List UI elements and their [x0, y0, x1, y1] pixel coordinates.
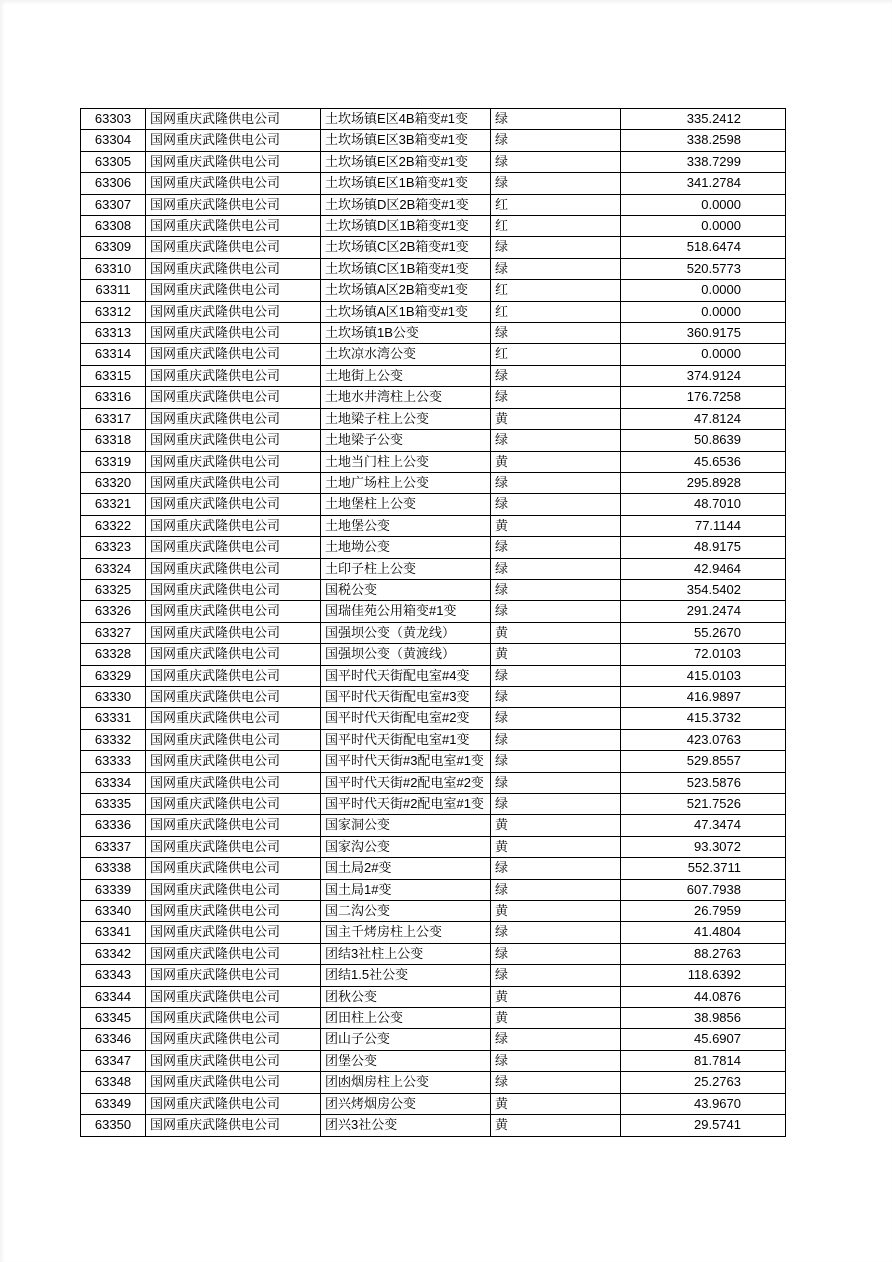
cell-status: 绿 — [491, 772, 621, 793]
cell-id: 63311 — [81, 280, 146, 301]
cell-value: 520.5773 — [621, 258, 786, 279]
cell-status: 绿 — [491, 237, 621, 258]
cell-id: 63319 — [81, 451, 146, 472]
cell-status: 绿 — [491, 729, 621, 750]
cell-status: 黄 — [491, 1115, 621, 1136]
cell-value: 93.3072 — [621, 836, 786, 857]
cell-id: 63338 — [81, 858, 146, 879]
cell-company: 国网重庆武隆供电公司 — [146, 772, 321, 793]
cell-station-name: 国平时代天街配电室#3变 — [321, 686, 491, 707]
cell-station-name: 国强坝公变（黄龙线） — [321, 622, 491, 643]
cell-station-name: 团凼烟房柱上公变 — [321, 1072, 491, 1093]
cell-value: 72.0103 — [621, 644, 786, 665]
cell-id: 63305 — [81, 151, 146, 172]
cell-id: 63350 — [81, 1115, 146, 1136]
table-row — [81, 1029, 786, 1050]
cell-company: 国网重庆武隆供电公司 — [146, 515, 321, 536]
cell-status: 黄 — [491, 622, 621, 643]
cell-status: 绿 — [491, 151, 621, 172]
cell-station-name: 土坎场镇E区4B箱变#1变 — [321, 109, 491, 130]
table-row — [81, 344, 786, 365]
cell-status: 红 — [491, 344, 621, 365]
cell-status: 绿 — [491, 1029, 621, 1050]
cell-status: 绿 — [491, 579, 621, 600]
cell-value: 55.2670 — [621, 622, 786, 643]
cell-company: 国网重庆武隆供电公司 — [146, 323, 321, 344]
cell-id: 63328 — [81, 644, 146, 665]
cell-station-name: 土印子柱上公变 — [321, 558, 491, 579]
table-row — [81, 408, 786, 429]
cell-company: 国网重庆武隆供电公司 — [146, 1115, 321, 1136]
cell-company: 国网重庆武隆供电公司 — [146, 751, 321, 772]
cell-status: 黄 — [491, 408, 621, 429]
table-row — [81, 1093, 786, 1114]
table-body — [81, 109, 786, 1137]
cell-company: 国网重庆武隆供电公司 — [146, 472, 321, 493]
cell-company: 国网重庆武隆供电公司 — [146, 109, 321, 130]
cell-company: 国网重庆武隆供电公司 — [146, 151, 321, 172]
cell-status: 红 — [491, 280, 621, 301]
cell-id: 63327 — [81, 622, 146, 643]
cell-company: 国网重庆武隆供电公司 — [146, 280, 321, 301]
cell-id: 63307 — [81, 194, 146, 215]
cell-company: 国网重庆武隆供电公司 — [146, 216, 321, 237]
cell-company: 国网重庆武隆供电公司 — [146, 130, 321, 151]
cell-status: 黄 — [491, 451, 621, 472]
cell-id: 63345 — [81, 1008, 146, 1029]
cell-company: 国网重庆武隆供电公司 — [146, 665, 321, 686]
cell-value: 415.0103 — [621, 665, 786, 686]
cell-value: 521.7526 — [621, 794, 786, 815]
cell-value: 50.8639 — [621, 430, 786, 451]
cell-value: 0.0000 — [621, 301, 786, 322]
cell-id: 63341 — [81, 922, 146, 943]
cell-status: 绿 — [491, 601, 621, 622]
cell-station-name: 团兴3社公变 — [321, 1115, 491, 1136]
cell-station-name: 土坎场镇E区3B箱变#1变 — [321, 130, 491, 151]
cell-value: 42.9464 — [621, 558, 786, 579]
table-row — [81, 194, 786, 215]
cell-status: 红 — [491, 216, 621, 237]
cell-id: 63308 — [81, 216, 146, 237]
cell-station-name: 国平时代天街#2配电室#2变 — [321, 772, 491, 793]
cell-id: 63326 — [81, 601, 146, 622]
cell-station-name: 团田柱上公变 — [321, 1008, 491, 1029]
cell-value: 88.2763 — [621, 943, 786, 964]
cell-station-name: 土地堡柱上公变 — [321, 494, 491, 515]
table-row — [81, 537, 786, 558]
table-row — [81, 794, 786, 815]
cell-station-name: 国强坝公变（黄渡线） — [321, 644, 491, 665]
cell-id: 63332 — [81, 729, 146, 750]
cell-station-name: 土坎场镇C区2B箱变#1变 — [321, 237, 491, 258]
table-row — [81, 558, 786, 579]
cell-value: 341.2784 — [621, 173, 786, 194]
cell-station-name: 土地街上公变 — [321, 365, 491, 386]
table-row — [81, 430, 786, 451]
cell-value: 176.7258 — [621, 387, 786, 408]
cell-station-name: 团秋公变 — [321, 986, 491, 1007]
table-row — [81, 772, 786, 793]
cell-status: 绿 — [491, 472, 621, 493]
table-row — [81, 622, 786, 643]
cell-id: 63339 — [81, 879, 146, 900]
cell-value: 295.8928 — [621, 472, 786, 493]
cell-id: 63344 — [81, 986, 146, 1007]
cell-station-name: 土坎场镇A区2B箱变#1变 — [321, 280, 491, 301]
cell-status: 绿 — [491, 387, 621, 408]
table-row — [81, 601, 786, 622]
cell-company: 国网重庆武隆供电公司 — [146, 365, 321, 386]
cell-value: 518.6474 — [621, 237, 786, 258]
cell-company: 国网重庆武隆供电公司 — [146, 794, 321, 815]
cell-id: 63334 — [81, 772, 146, 793]
cell-station-name: 国平时代天街配电室#2变 — [321, 708, 491, 729]
cell-status: 绿 — [491, 879, 621, 900]
cell-status: 黄 — [491, 986, 621, 1007]
cell-value: 0.0000 — [621, 280, 786, 301]
cell-station-name: 团山子公变 — [321, 1029, 491, 1050]
cell-value: 43.9670 — [621, 1093, 786, 1114]
table-row — [81, 216, 786, 237]
cell-company: 国网重庆武隆供电公司 — [146, 1029, 321, 1050]
cell-value: 354.5402 — [621, 579, 786, 600]
cell-status: 绿 — [491, 558, 621, 579]
cell-company: 国网重庆武隆供电公司 — [146, 301, 321, 322]
cell-value: 47.3474 — [621, 815, 786, 836]
cell-value: 45.6536 — [621, 451, 786, 472]
cell-id: 63314 — [81, 344, 146, 365]
cell-value: 335.2412 — [621, 109, 786, 130]
table-row — [81, 472, 786, 493]
cell-value: 81.7814 — [621, 1050, 786, 1071]
cell-id: 63304 — [81, 130, 146, 151]
table-row — [81, 686, 786, 707]
cell-company: 国网重庆武隆供电公司 — [146, 815, 321, 836]
table-row — [81, 751, 786, 772]
table-row — [81, 708, 786, 729]
cell-value: 423.0763 — [621, 729, 786, 750]
cell-value: 338.7299 — [621, 151, 786, 172]
cell-id: 63306 — [81, 173, 146, 194]
cell-id: 63347 — [81, 1050, 146, 1071]
cell-status: 绿 — [491, 1050, 621, 1071]
cell-id: 63303 — [81, 109, 146, 130]
cell-company: 国网重庆武隆供电公司 — [146, 451, 321, 472]
cell-value: 29.5741 — [621, 1115, 786, 1136]
cell-company: 国网重庆武隆供电公司 — [146, 836, 321, 857]
table-row — [81, 858, 786, 879]
cell-station-name: 土坎场镇1B公变 — [321, 323, 491, 344]
cell-station-name: 国瑞佳苑公用箱变#1变 — [321, 601, 491, 622]
table-row — [81, 130, 786, 151]
cell-id: 63318 — [81, 430, 146, 451]
cell-station-name: 土坎凉水湾公变 — [321, 344, 491, 365]
cell-id: 63324 — [81, 558, 146, 579]
cell-station-name: 土坎场镇A区1B箱变#1变 — [321, 301, 491, 322]
table-row — [81, 451, 786, 472]
cell-company: 国网重庆武隆供电公司 — [146, 729, 321, 750]
cell-status: 黄 — [491, 1008, 621, 1029]
cell-status: 红 — [491, 194, 621, 215]
cell-id: 63315 — [81, 365, 146, 386]
cell-id: 63342 — [81, 943, 146, 964]
table-row — [81, 1050, 786, 1071]
cell-value: 0.0000 — [621, 344, 786, 365]
cell-status: 黄 — [491, 815, 621, 836]
cell-value: 48.9175 — [621, 537, 786, 558]
table-row — [81, 836, 786, 857]
cell-status: 绿 — [491, 494, 621, 515]
cell-company: 国网重庆武隆供电公司 — [146, 344, 321, 365]
cell-station-name: 土地广场柱上公变 — [321, 472, 491, 493]
cell-value: 552.3711 — [621, 858, 786, 879]
cell-station-name: 国平时代天街#3配电室#1变 — [321, 751, 491, 772]
cell-station-name: 国税公变 — [321, 579, 491, 600]
cell-id: 63337 — [81, 836, 146, 857]
cell-company: 国网重庆武隆供电公司 — [146, 558, 321, 579]
cell-value: 338.2598 — [621, 130, 786, 151]
cell-status: 绿 — [491, 130, 621, 151]
cell-value: 44.0876 — [621, 986, 786, 1007]
cell-station-name: 土坎场镇E区2B箱变#1变 — [321, 151, 491, 172]
cell-value: 529.8557 — [621, 751, 786, 772]
cell-status: 黄 — [491, 644, 621, 665]
cell-station-name: 国家洞公变 — [321, 815, 491, 836]
cell-id: 63335 — [81, 794, 146, 815]
table-row — [81, 922, 786, 943]
cell-id: 63309 — [81, 237, 146, 258]
table-row — [81, 965, 786, 986]
cell-company: 国网重庆武隆供电公司 — [146, 258, 321, 279]
cell-company: 国网重庆武隆供电公司 — [146, 1093, 321, 1114]
cell-station-name: 国主千烤房柱上公变 — [321, 922, 491, 943]
cell-company: 国网重庆武隆供电公司 — [146, 943, 321, 964]
table-row — [81, 387, 786, 408]
cell-status: 绿 — [491, 1072, 621, 1093]
cell-status: 绿 — [491, 258, 621, 279]
table-row — [81, 579, 786, 600]
table-row — [81, 1008, 786, 1029]
cell-id: 63322 — [81, 515, 146, 536]
cell-status: 绿 — [491, 323, 621, 344]
cell-status: 绿 — [491, 922, 621, 943]
cell-company: 国网重庆武隆供电公司 — [146, 1050, 321, 1071]
cell-id: 63336 — [81, 815, 146, 836]
cell-station-name: 土坎场镇D区2B箱变#1变 — [321, 194, 491, 215]
cell-id: 63340 — [81, 901, 146, 922]
cell-status: 绿 — [491, 858, 621, 879]
cell-company: 国网重庆武隆供电公司 — [146, 922, 321, 943]
cell-station-name: 国平时代天街#2配电室#1变 — [321, 794, 491, 815]
cell-value: 523.5876 — [621, 772, 786, 793]
table-row — [81, 109, 786, 130]
table-row — [81, 173, 786, 194]
cell-company: 国网重庆武隆供电公司 — [146, 644, 321, 665]
cell-value: 25.2763 — [621, 1072, 786, 1093]
cell-id: 63331 — [81, 708, 146, 729]
cell-value: 45.6907 — [621, 1029, 786, 1050]
cell-id: 63321 — [81, 494, 146, 515]
table-row — [81, 301, 786, 322]
cell-station-name: 国土局1#变 — [321, 879, 491, 900]
cell-station-name: 国平时代天街配电室#1变 — [321, 729, 491, 750]
cell-company: 国网重庆武隆供电公司 — [146, 986, 321, 1007]
table-row — [81, 879, 786, 900]
table-row — [81, 815, 786, 836]
table-row — [81, 1072, 786, 1093]
cell-value: 41.4804 — [621, 922, 786, 943]
cell-id: 63333 — [81, 751, 146, 772]
cell-id: 63317 — [81, 408, 146, 429]
cell-value: 607.7938 — [621, 879, 786, 900]
cell-status: 绿 — [491, 173, 621, 194]
cell-id: 63325 — [81, 579, 146, 600]
cell-id: 63310 — [81, 258, 146, 279]
cell-value: 416.9897 — [621, 686, 786, 707]
cell-station-name: 团结1.5社公变 — [321, 965, 491, 986]
cell-company: 国网重庆武隆供电公司 — [146, 1008, 321, 1029]
cell-id: 63343 — [81, 965, 146, 986]
cell-company: 国网重庆武隆供电公司 — [146, 387, 321, 408]
cell-company: 国网重庆武隆供电公司 — [146, 194, 321, 215]
cell-company: 国网重庆武隆供电公司 — [146, 708, 321, 729]
cell-status: 绿 — [491, 708, 621, 729]
cell-id: 63316 — [81, 387, 146, 408]
cell-id: 63329 — [81, 665, 146, 686]
power-station-table — [80, 108, 786, 1137]
cell-value: 38.9856 — [621, 1008, 786, 1029]
cell-company: 国网重庆武隆供电公司 — [146, 173, 321, 194]
table-row — [81, 237, 786, 258]
cell-id: 63323 — [81, 537, 146, 558]
cell-station-name: 团兴烤烟房公变 — [321, 1093, 491, 1114]
cell-station-name: 土地堡公变 — [321, 515, 491, 536]
table-row — [81, 323, 786, 344]
cell-station-name: 团结3社柱上公变 — [321, 943, 491, 964]
table-row — [81, 515, 786, 536]
cell-value: 77.1144 — [621, 515, 786, 536]
cell-id: 63320 — [81, 472, 146, 493]
table-row — [81, 644, 786, 665]
cell-station-name: 土地梁子柱上公变 — [321, 408, 491, 429]
cell-station-name: 土地梁子公变 — [321, 430, 491, 451]
cell-status: 绿 — [491, 430, 621, 451]
cell-station-name: 国土局2#变 — [321, 858, 491, 879]
cell-station-name: 国二沟公变 — [321, 901, 491, 922]
cell-station-name: 土坎场镇E区1B箱变#1变 — [321, 173, 491, 194]
cell-status: 绿 — [491, 794, 621, 815]
cell-status: 绿 — [491, 965, 621, 986]
cell-status: 黄 — [491, 1093, 621, 1114]
cell-company: 国网重庆武隆供电公司 — [146, 879, 321, 900]
cell-value: 48.7010 — [621, 494, 786, 515]
cell-status: 黄 — [491, 515, 621, 536]
cell-status: 绿 — [491, 537, 621, 558]
cell-station-name: 团堡公变 — [321, 1050, 491, 1071]
cell-value: 415.3732 — [621, 708, 786, 729]
cell-company: 国网重庆武隆供电公司 — [146, 494, 321, 515]
cell-company: 国网重庆武隆供电公司 — [146, 901, 321, 922]
cell-company: 国网重庆武隆供电公司 — [146, 579, 321, 600]
cell-value: 26.7959 — [621, 901, 786, 922]
table-row — [81, 729, 786, 750]
table-row — [81, 901, 786, 922]
cell-id: 63348 — [81, 1072, 146, 1093]
cell-status: 绿 — [491, 665, 621, 686]
cell-status: 黄 — [491, 901, 621, 922]
cell-company: 国网重庆武隆供电公司 — [146, 965, 321, 986]
cell-station-name: 国平时代天街配电室#4变 — [321, 665, 491, 686]
table-row — [81, 151, 786, 172]
cell-company: 国网重庆武隆供电公司 — [146, 601, 321, 622]
table-row — [81, 986, 786, 1007]
table-row — [81, 280, 786, 301]
cell-company: 国网重庆武隆供电公司 — [146, 408, 321, 429]
cell-status: 绿 — [491, 109, 621, 130]
cell-station-name: 土地当门柱上公变 — [321, 451, 491, 472]
cell-station-name: 土坎场镇D区1B箱变#1变 — [321, 216, 491, 237]
cell-company: 国网重庆武隆供电公司 — [146, 1072, 321, 1093]
cell-station-name: 国家沟公变 — [321, 836, 491, 857]
cell-value: 291.2474 — [621, 601, 786, 622]
cell-station-name: 土地水井湾柱上公变 — [321, 387, 491, 408]
cell-company: 国网重庆武隆供电公司 — [146, 237, 321, 258]
cell-value: 118.6392 — [621, 965, 786, 986]
cell-company: 国网重庆武隆供电公司 — [146, 686, 321, 707]
cell-value: 360.9175 — [621, 323, 786, 344]
cell-station-name: 土坎场镇C区1B箱变#1变 — [321, 258, 491, 279]
table-row — [81, 1115, 786, 1136]
cell-status: 绿 — [491, 751, 621, 772]
cell-company: 国网重庆武隆供电公司 — [146, 858, 321, 879]
cell-company: 国网重庆武隆供电公司 — [146, 430, 321, 451]
cell-id: 63330 — [81, 686, 146, 707]
cell-id: 63349 — [81, 1093, 146, 1114]
cell-id: 63346 — [81, 1029, 146, 1050]
cell-station-name: 土地坳公变 — [321, 537, 491, 558]
table-row — [81, 943, 786, 964]
cell-status: 绿 — [491, 686, 621, 707]
cell-value: 47.8124 — [621, 408, 786, 429]
cell-status: 绿 — [491, 365, 621, 386]
table-row — [81, 258, 786, 279]
table-row — [81, 494, 786, 515]
cell-status: 绿 — [491, 943, 621, 964]
cell-id: 63313 — [81, 323, 146, 344]
table-row — [81, 665, 786, 686]
cell-value: 374.9124 — [621, 365, 786, 386]
cell-value: 0.0000 — [621, 216, 786, 237]
cell-value: 0.0000 — [621, 194, 786, 215]
cell-status: 红 — [491, 301, 621, 322]
cell-id: 63312 — [81, 301, 146, 322]
cell-company: 国网重庆武隆供电公司 — [146, 622, 321, 643]
cell-status: 黄 — [491, 836, 621, 857]
cell-company: 国网重庆武隆供电公司 — [146, 537, 321, 558]
table-row — [81, 365, 786, 386]
